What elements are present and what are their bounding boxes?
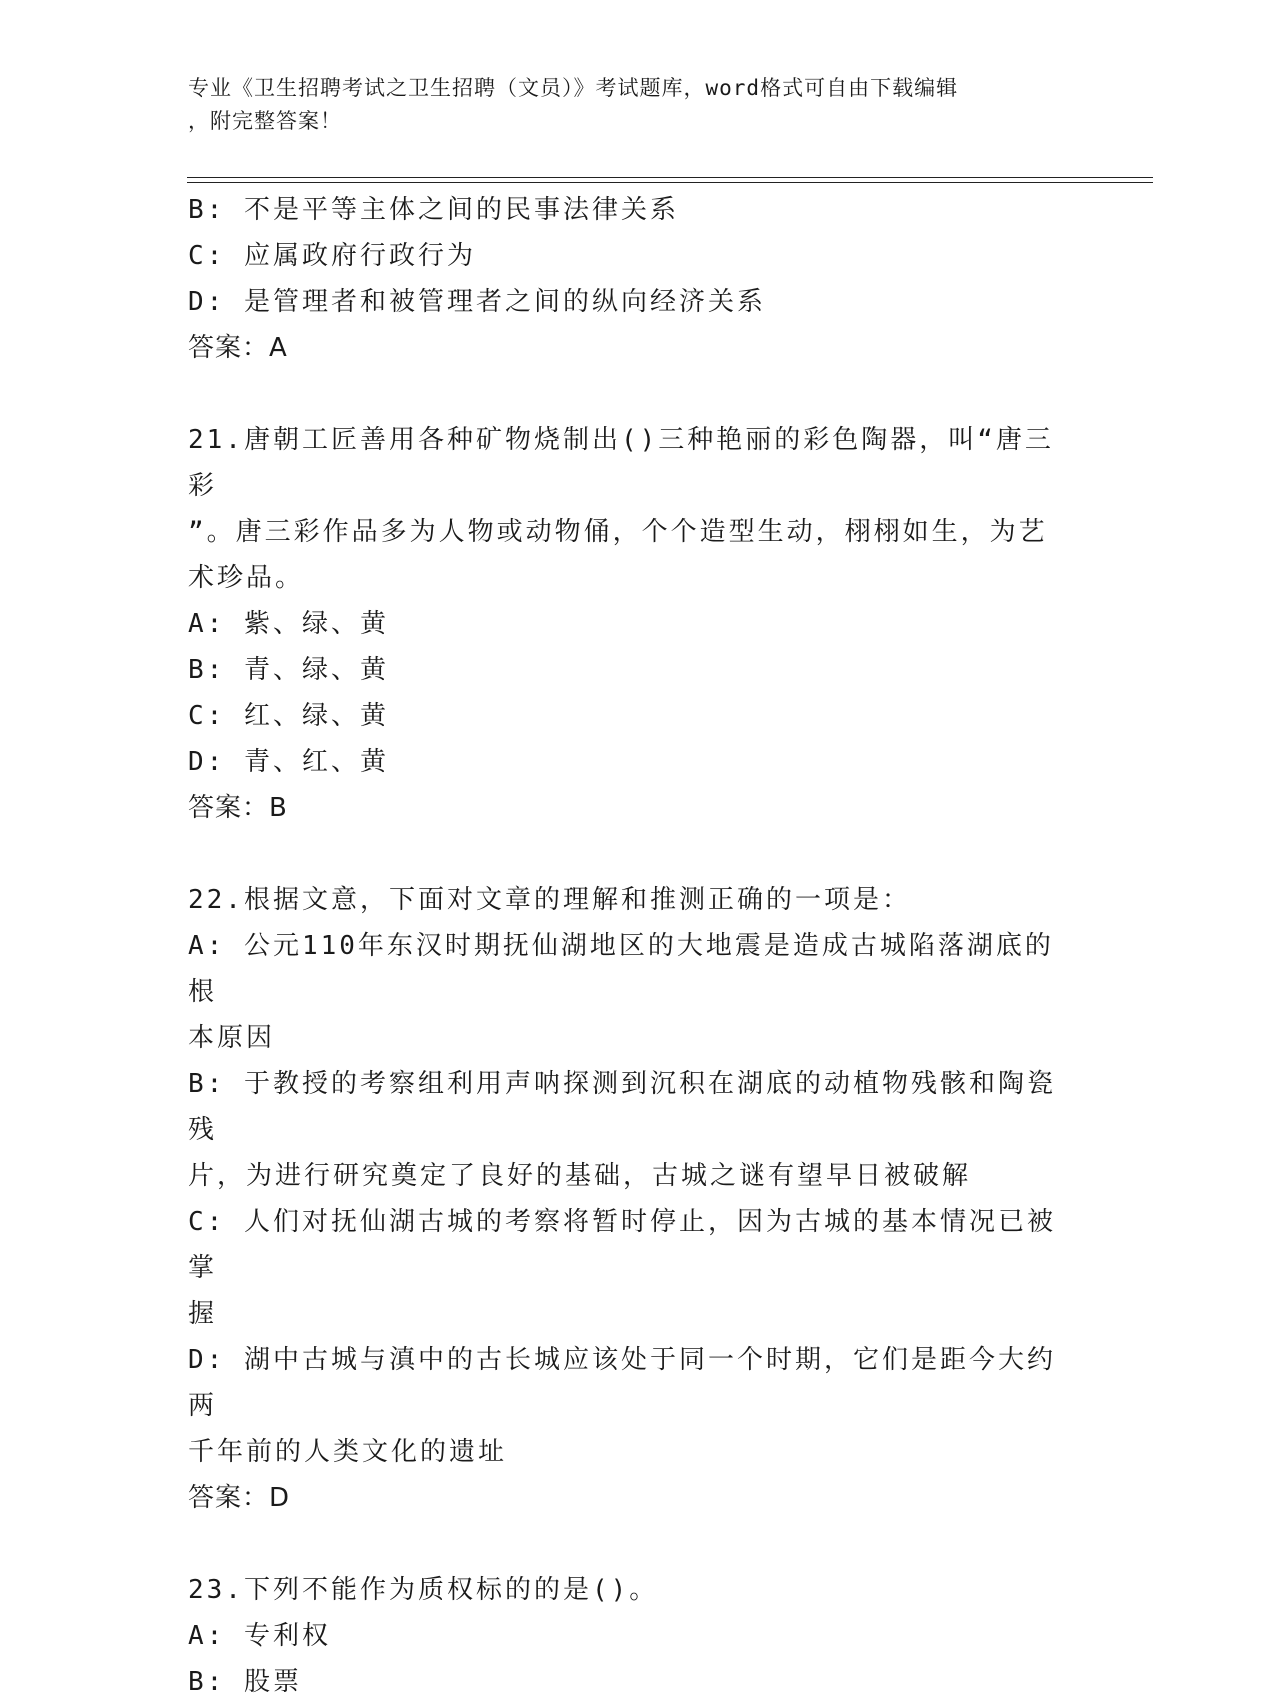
header-line-1: 专业《卫生招聘考试之卫生招聘（文员）》考试题库，word格式可自由下载编辑 — [188, 76, 959, 100]
option-a-continued: 本原因 — [188, 1023, 276, 1053]
option-d: D: 是管理者和被管理者之间的纵向经济关系 — [188, 287, 766, 317]
option-c: C: 红、绿、黄 — [188, 701, 389, 731]
option-a: A: 公元110年东汉时期抚仙湖地区的大地震是造成古城陷落湖底的根 — [188, 931, 1054, 1007]
header-rule-bottom — [187, 182, 1153, 183]
option-b: B: 于教授的考察组利用声呐探测到沉积在湖底的动植物残骸和陶瓷残 — [188, 1069, 1056, 1145]
option-d-continued: 千年前的人类文化的遗址 — [188, 1437, 508, 1467]
question-23 — [188, 1567, 1078, 1705]
question-stem-line: 术珍品。 — [188, 563, 305, 593]
option-c: C: 人们对抚仙湖古城的考察将暂时停止，因为古城的基本情况已被掌 — [188, 1207, 1056, 1283]
option-b: B: 青、绿、黄 — [188, 655, 389, 685]
option-b: B: 股票 — [188, 1667, 302, 1697]
spacer — [188, 831, 1078, 877]
answer-line: 答案：D — [188, 1483, 291, 1513]
document-body — [188, 187, 1078, 1705]
spacer — [188, 1521, 1078, 1567]
spacer — [188, 371, 1078, 417]
option-b: B: 不是平等主体之间的民事法律关系 — [188, 195, 679, 225]
question-stem-line: ”。唐三彩作品多为人物或动物俑，个个造型生动，栩栩如生，为艺 — [188, 517, 1048, 547]
document-header — [188, 72, 1068, 138]
header-line-2: ，附完整答案！ — [188, 109, 342, 133]
option-a: A: 紫、绿、黄 — [188, 609, 389, 639]
option-a: A: 专利权 — [188, 1621, 331, 1651]
header-rule-top — [187, 177, 1153, 178]
question-21 — [188, 417, 1078, 831]
answer-line: 答案：B — [188, 793, 288, 823]
answer-line: 答案：A — [188, 333, 288, 363]
question-20-tail — [188, 187, 1078, 371]
question-stem-line: 23.下列不能作为质权标的的是()。 — [188, 1575, 659, 1605]
question-stem-line: 22.根据文意，下面对文章的理解和推测正确的一项是： — [188, 885, 911, 915]
option-d: D: 青、红、黄 — [188, 747, 389, 777]
option-c: C: 应属政府行政行为 — [188, 241, 476, 271]
question-22 — [188, 877, 1078, 1521]
question-stem-line: 21.唐朝工匠善用各种矿物烧制出()三种艳丽的彩色陶器，叫“唐三彩 — [188, 425, 1054, 501]
option-b-continued: 片，为进行研究奠定了良好的基础，古城之谜有望早日被破解 — [188, 1161, 972, 1191]
option-c-continued: 握 — [188, 1299, 218, 1329]
option-d: D: 湖中古城与滇中的古长城应该处于同一个时期，它们是距今大约两 — [188, 1345, 1056, 1421]
